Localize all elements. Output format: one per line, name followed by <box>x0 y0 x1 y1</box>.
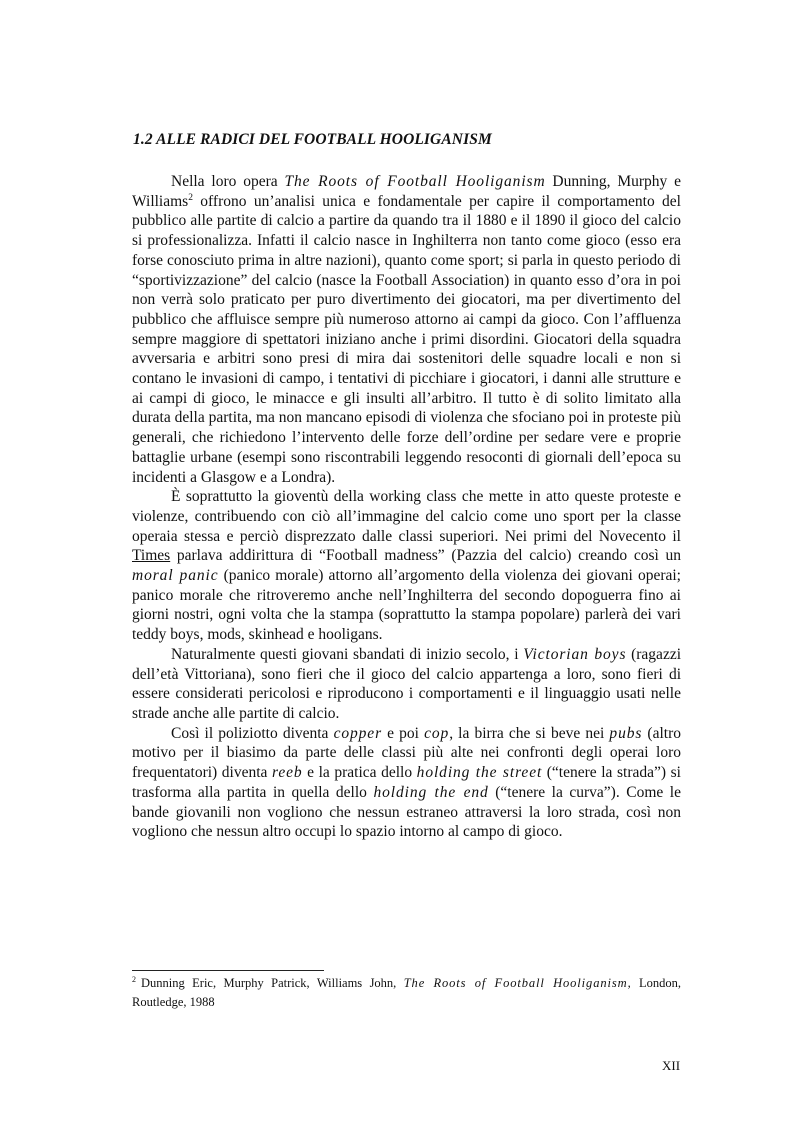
page-number: XII <box>662 1058 681 1073</box>
footnote-number: 2 <box>132 975 136 984</box>
body-text <box>132 172 681 842</box>
text-run: (“tenere la curva”). Come le bande giovanili non vogliono che nessun estraneo attraversi la loro strada, così non vogliono che nessun altro occupi lo spazio intorno al campo di gioco. <box>132 783 681 841</box>
text-run: (“tenere la strada”) si trasforma alla partita in quella dello <box>132 764 681 801</box>
text-run: e la pratica dello <box>302 764 417 782</box>
text-run: e poi <box>382 724 425 742</box>
paragraph <box>132 645 681 724</box>
term: copper <box>333 724 383 742</box>
book-title: The Roots of Football Hooliganism, <box>403 976 632 990</box>
section-heading: 1.2 ALLE RADICI DEL FOOTBALL HOOLIGANISM <box>133 131 492 148</box>
term: holding the street <box>416 764 543 782</box>
footnote-divider <box>132 970 324 971</box>
text-run: È soprattutto la gioventù della working class che mette in atto queste proteste e violenze, contribuendo con ciò all’immagine del calcio come uno sport per la classe operaia stessa e perciò disprezzato dalle classi superiori. Nei primi del Novecento il <box>132 488 681 545</box>
term: Victorian boys <box>523 645 627 663</box>
text-run: parlava addirittura di “Football madness” (Pazzia del calcio) creando così un <box>170 547 681 565</box>
paragraph <box>132 724 681 842</box>
text-run: Naturalmente questi giovani sbandati di inizio secolo, i <box>171 645 524 663</box>
newspaper-name: Times <box>132 547 171 565</box>
paragraph <box>132 487 681 645</box>
text-run: (panico morale) attorno all’argomento della violenza dei giovani operai; panico morale che ritroveremo anche nell’Inghilterra del secondo dopoguerra fino ai giorni nostri, ogni volta che la stampa (soprattutto la stampa popolare) parlerà dei vari teddy boys, mods, skinhead e hooligans. <box>132 567 681 644</box>
book-title: The Roots of Football Hooliganism <box>284 173 546 190</box>
term: reeb <box>271 764 303 782</box>
text-run: Dunning, Murphy e Williams <box>132 173 681 210</box>
text-run: (ragazzi dell’età Vittoriana), sono fieri che il gioco del calcio appartenga a loro, sono fieri di essere considerati pericolosi e riproducono i comportamenti e il linguaggio usati nelle strade anche alle partite di calcio. <box>132 645 682 722</box>
term: moral panic <box>132 567 219 585</box>
text-run: London, Routledge, 1988 <box>132 976 681 1009</box>
term: cop <box>424 724 450 742</box>
text-run: (altro motivo per il biasimo da parte delle classi più alte nei confronti degli operai loro frequentatori) diventa <box>132 724 682 782</box>
paragraph <box>132 172 681 487</box>
text-run: Dunning Eric, Murphy Patrick, Williams John, <box>141 976 404 990</box>
footnote <box>132 974 681 1012</box>
text-run: offrono un’analisi unica e fondamentale per capire il comportamento del pubblico alle partite di calcio a partire da quando tra il 1880 e il 1890 il gioco del calcio si professionalizza. Infatti il calcio nasce in Inghilterra non tanto come gioco (esso era forse conosciuto prima in altre nazioni), quanto come sport; si parla in questo periodo di “sportivizzazione” del calcio (nasce la Football Association) in quanto esso d’ora in poi non verrà solo praticato per puro divertimento dei giocatori, ma per divertimento del pubblico che affluisce sempre più numeroso attorno ai campi da gioco. Con l’affluenza sempre maggiore di spettatori iniziano anche i primi disordini. Giocatori della squadra avversaria e arbitri sono presi di mira dai sostenitori delle squadre locali e non si contano le invasioni di campo, i tentativi di picchiare i giocatori, i danni alle strutture e ai campi di gioco, le minacce e gli insulti all’arbitro. Il tutto è di solito limitato alla durata della partita, ma non mancano episodi di violenza che sfociano poi in proteste più generali, che richiedono l’intervento delle forze dell’ordine per sedare vere e proprie battaglie urbane (esempi sono riscontrabili leggendo resoconti di giornali dell’epoca su incidenti a Glasgow e a Londra). <box>132 192 681 486</box>
term: holding the end <box>373 783 489 801</box>
text-run: Così il poliziotto diventa <box>171 724 334 742</box>
footnote-ref[interactable]: 2 <box>188 192 193 203</box>
term: pubs <box>609 724 643 742</box>
text-run: Nella loro opera <box>171 173 285 190</box>
text-run: , la birra che si beve nei <box>449 724 610 742</box>
